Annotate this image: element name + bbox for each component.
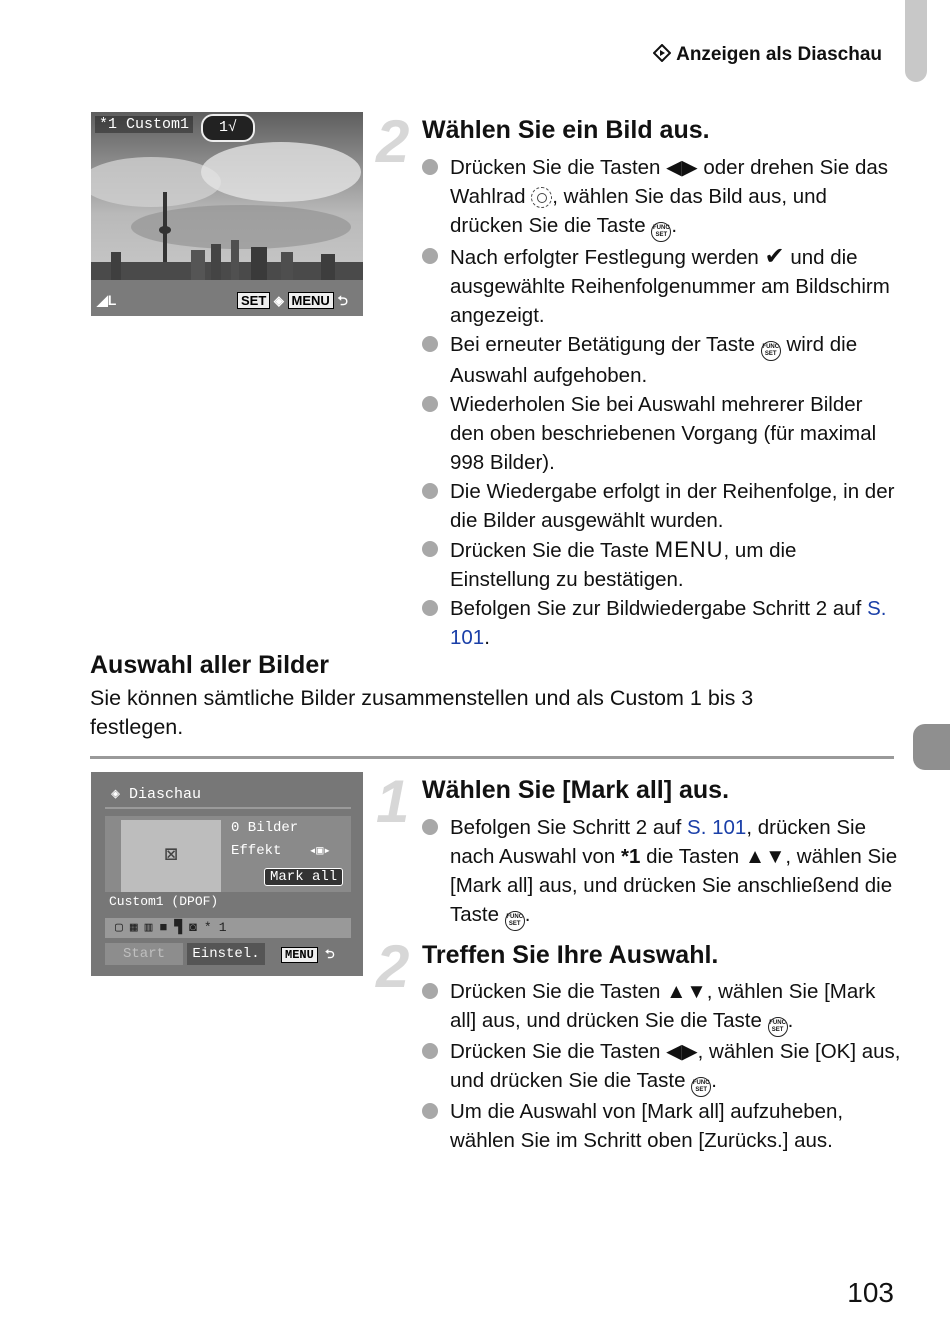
image-size-icon: L: [107, 292, 117, 308]
header-title: Anzeigen als Diaschau: [676, 44, 882, 65]
bullet-icon: [422, 159, 438, 175]
page-link[interactable]: S. 101: [450, 597, 887, 649]
image-count: 0 Bilder: [231, 820, 299, 836]
list-item: Drücken Sie die Tasten ▲▼, wählen Sie [Mark all] aus, und drücken Sie die Taste FUNC SET .: [422, 977, 902, 1037]
step-number: 2: [376, 108, 410, 175]
set-button-icon: SET: [237, 292, 270, 309]
mark-all-button[interactable]: Mark all: [264, 868, 343, 886]
chapter-tab-marker: [913, 724, 950, 770]
list-item: Wiederholen Sie bei Auswahl mehrerer Bilder den oben beschriebenen Vorgang (für maximal 998 Bilder).: [422, 390, 902, 477]
page-header: [653, 44, 882, 66]
bullet-icon: [422, 396, 438, 412]
menu-button-icon: MENU: [281, 947, 318, 963]
image-placeholder-icon: ⊠: [121, 820, 221, 892]
list-item: Bei erneuter Betätigung der Taste FUNC SET wird die Auswahl aufgehoben.: [422, 330, 902, 390]
list-item: Um die Auswahl von [Mark all] aufzuheben, wählen Sie im Schritt oben [Zurücks.] aus.: [422, 1097, 902, 1155]
func-set-icon: FUNC SET: [761, 341, 781, 361]
list-item: Befolgen Sie zur Bildwiedergabe Schritt 2 auf S. 101.: [422, 594, 902, 652]
bullet-icon: [422, 483, 438, 499]
list-item: Drücken Sie die Tasten ◀▶, wählen Sie [OK] aus, und drücken Sie die Taste FUNC SET .: [422, 1037, 902, 1097]
section-title: Auswahl aller Bilder: [90, 651, 329, 679]
bullet-icon: [422, 1043, 438, 1059]
control-dial-icon: [531, 187, 552, 208]
screen-divider: [105, 807, 351, 809]
slideshow-small-icon: ◈: [273, 293, 284, 308]
list-item: Befolgen Sie Schritt 2 auf S. 101, drücken Sie nach Auswahl von *1 die Tasten ▲▼, wählen Sie [Mark all] aus, und drücken Sie anschließend die Taste FUNC SET .: [422, 813, 902, 931]
screen-title: Diaschau: [129, 786, 202, 803]
bullet-icon: [422, 600, 438, 616]
list-item: Die Wiedergabe erfolgt in der Reihenfolge, in der die Bilder ausgewählt wurden.: [422, 477, 902, 535]
custom1-icon: *1: [620, 845, 641, 868]
selection-counter: 1√: [201, 114, 255, 142]
bullet-icon: [422, 336, 438, 352]
camera-screen-2: [91, 772, 363, 976]
step-bullets: [422, 153, 902, 652]
chapter-tab: [905, 0, 927, 82]
step-bullets: [422, 813, 902, 931]
bullet-icon: [422, 983, 438, 999]
slideshow-icon: [653, 44, 671, 62]
func-set-icon: FUNC SET: [505, 911, 525, 931]
slideshow-small-icon: ◈: [111, 786, 121, 803]
step-number: 1: [376, 768, 410, 835]
camera-screen-1: *1 Custom1 1√ ◢L SET ◈ MENU ⮌: [91, 112, 363, 316]
menu-icon: MENU: [654, 537, 724, 562]
bullet-icon: [422, 541, 438, 557]
func-set-icon: FUNC SET: [691, 1077, 711, 1097]
effect-label: Effekt: [231, 843, 282, 859]
page-link[interactable]: S. 101: [687, 816, 747, 839]
custom-indicator-icon: *1: [99, 116, 118, 133]
func-set-icon: FUNC SET: [651, 222, 671, 242]
step-title: Wählen Sie [Mark all] aus.: [422, 776, 730, 804]
checkmark-icon: ✔: [764, 243, 785, 270]
list-item: Drücken Sie die Taste MENU, um die Einstellung zu bestätigen.: [422, 535, 902, 594]
custom-label: Custom1: [126, 116, 190, 133]
start-button[interactable]: Start: [105, 943, 183, 965]
menu-button-icon: MENU: [288, 292, 334, 309]
city-photo: [91, 112, 363, 316]
step-title: Wählen Sie ein Bild aus.: [422, 116, 710, 144]
divider: [90, 756, 894, 759]
section-text: Sie können sämtliche Bilder zusammenstellen und als Custom 1 bis 3 festlegen.: [90, 686, 754, 739]
step-number: 2: [376, 933, 410, 1000]
settings-button[interactable]: Einstel.: [187, 943, 265, 965]
func-set-icon: FUNC SET: [768, 1017, 788, 1037]
return-icon: ⮌: [325, 948, 335, 962]
effect-selector-icon[interactable]: ◂▣▸: [309, 844, 331, 858]
slideshow-type-icons[interactable]: ▢▦▥■▜◙*1: [105, 918, 351, 938]
left-right-arrows-icon: ◀▶: [666, 156, 698, 179]
return-icon: ⮌: [337, 293, 348, 308]
step-bullets: [422, 977, 902, 1155]
bullet-icon: [422, 248, 438, 264]
bullet-icon: [422, 819, 438, 835]
bullet-icon: [422, 1103, 438, 1119]
list-item: Drücken Sie die Tasten ◀▶ oder drehen Sie das Wahlrad , wählen Sie das Bild aus, und drücken Sie die Taste FUNC SET .: [422, 153, 902, 242]
page-number: 103: [847, 1277, 894, 1308]
step-title: Treffen Sie Ihre Auswahl.: [422, 941, 719, 969]
list-item: Nach erfolgter Festlegung werden ✔ und die ausgewählte Reihenfolgenummer am Bildschirm angezeigt.: [422, 242, 902, 330]
custom-dpof-label: Custom1 (DPOF): [109, 894, 219, 909]
